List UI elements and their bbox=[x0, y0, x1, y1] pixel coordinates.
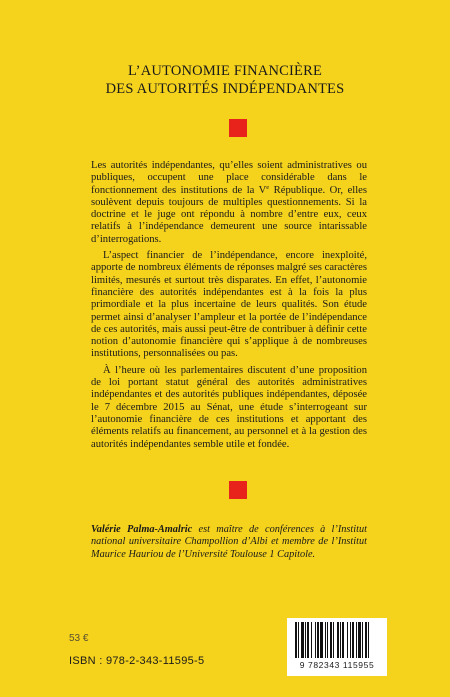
paragraph-1-text-a: Les autorités indépendantes, qu’elles soient administratives ou publiques, occupent une place considérable dans le fonctionnement des institutions de la V bbox=[91, 160, 367, 196]
barcode-bar bbox=[362, 622, 363, 658]
barcode bbox=[287, 618, 387, 676]
barcode-bar bbox=[342, 622, 344, 658]
paragraph-1-text-b: République. Or, elles soulèvent depuis toujours de multiples questionnements. Si la doctrine et le juge ont répondu à nombre d’entre eux, ceux relatifs à l’indépendance demeurent une source intarissable d’interrogations. bbox=[91, 184, 367, 245]
barcode-bar bbox=[358, 622, 361, 658]
title-line-2: DES AUTORITÉS INDÉPENDANTES bbox=[105, 81, 345, 97]
barcode-bar bbox=[337, 622, 339, 658]
paragraph-2: L’aspect financier de l’indépendance, encore inexploité, apporte de nombreux éléments de réponses malgré ses caractères limités, mesurés et surtout très disparates. En effet, l’autonomie financière des autorités indépendantes est à la fois la plus primordiale et la plus incertaine de leurs qualités. Son étude permet ainsi d’analyser l’ampleur et la portée de l’indépendance de ces autorités, mais aussi peut-être de contribuer à définir cette notion d’autonomie financière qui s’applique à de nombreuses institutions, personnalisées ou pas. bbox=[91, 250, 367, 360]
author-name: Valérie Palma-Amalric bbox=[91, 524, 193, 535]
barcode-bar bbox=[325, 622, 326, 658]
barcode-bar bbox=[311, 622, 312, 658]
author-bio bbox=[91, 524, 367, 561]
barcode-bar bbox=[368, 622, 369, 658]
price-label: 53 € bbox=[69, 633, 89, 644]
barcode-digits: 9 782343 115955 bbox=[299, 660, 375, 670]
paragraph-3: À l’heure où les parlementaires discutent d’une proposition de loi portant statut général des autorités administratives indépendantes et des autorités publiques indépendantes, déposée le 7 décembre 2015 au Sénat, une étude s’interrogeant sur l’autonomie financière de ces institutions et apportant des éléments relatifs au financement, au personnel et à la gestion des autorités indépendantes semble utile et fondée. bbox=[91, 364, 367, 450]
barcode-bar bbox=[365, 622, 367, 658]
barcode-bar bbox=[317, 622, 319, 658]
red-square-ornament-top bbox=[229, 119, 247, 137]
barcode-bar bbox=[320, 622, 323, 658]
barcode-bar bbox=[307, 622, 309, 658]
barcode-bar bbox=[301, 622, 304, 658]
barcode-bar bbox=[330, 622, 332, 658]
barcode-bar bbox=[295, 622, 297, 658]
isbn-label: ISBN : 978-2-343-11595-5 bbox=[69, 655, 205, 667]
barcode-bar bbox=[305, 622, 306, 658]
superscript-e: e bbox=[266, 183, 270, 191]
paragraph-1 bbox=[91, 160, 367, 246]
barcode-bar bbox=[298, 622, 299, 658]
barcode-bar bbox=[350, 622, 351, 658]
barcode-bars bbox=[293, 622, 381, 660]
barcode-bar bbox=[333, 622, 334, 658]
barcode-bar bbox=[327, 622, 328, 658]
book-title bbox=[0, 62, 450, 98]
barcode-bar bbox=[315, 622, 316, 658]
barcode-bar bbox=[352, 622, 354, 658]
barcode-bar bbox=[356, 622, 357, 658]
barcode-bar bbox=[347, 622, 348, 658]
author-description: est maître de conférences à l’Institut national universitaire Champollion d’Albi et membre de l’Institut Maurice Hauriou de l’Université Toulouse 1 Capitole. bbox=[91, 524, 368, 560]
barcode-bar bbox=[340, 622, 341, 658]
title-line-1: L’AUTONOMIE FINANCIÈRE bbox=[127, 63, 323, 79]
back-cover-text bbox=[91, 160, 367, 455]
red-square-ornament-bottom bbox=[229, 481, 247, 499]
